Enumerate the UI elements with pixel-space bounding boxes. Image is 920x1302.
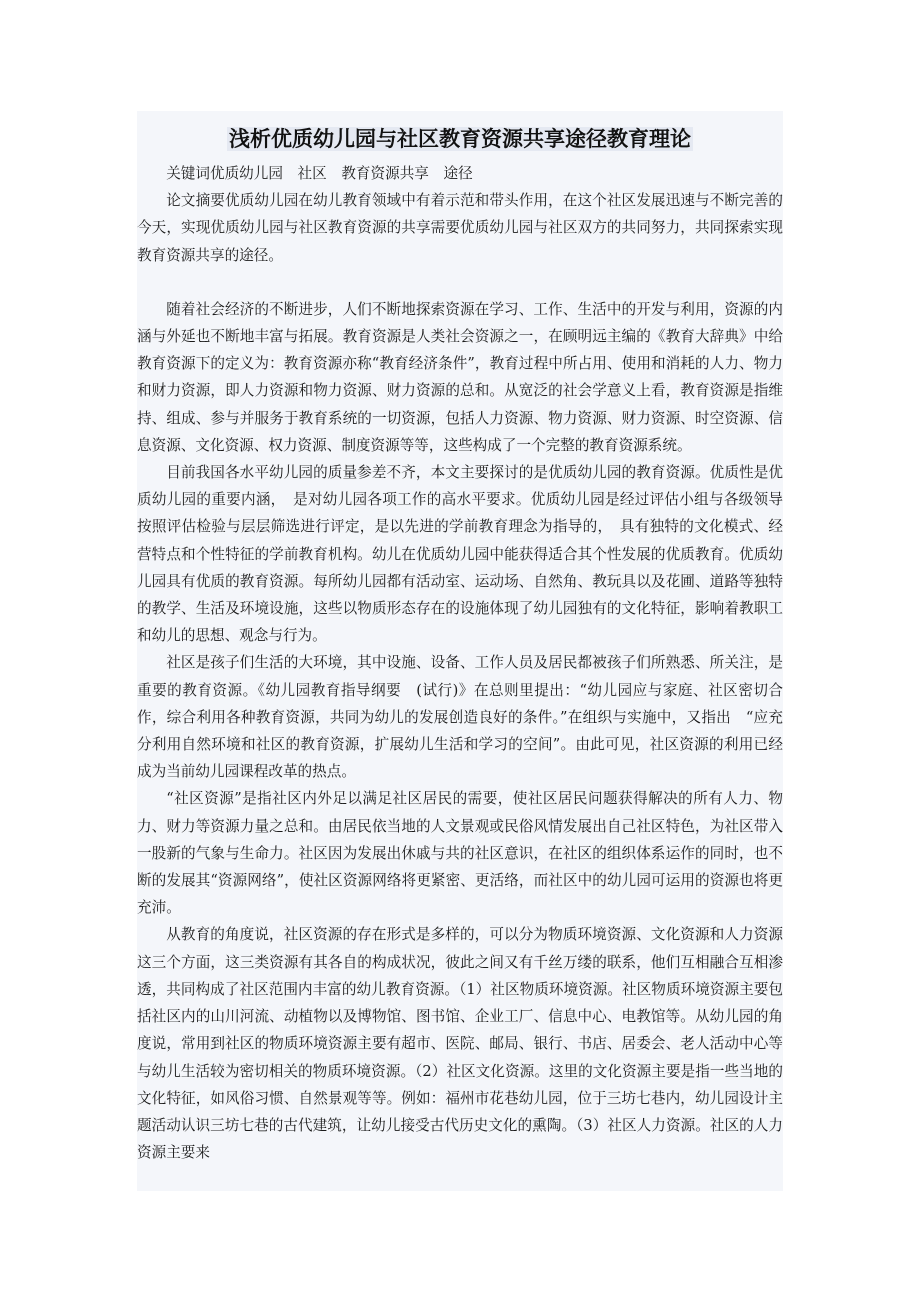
- body-paragraph: 从教育的角度说，社区资源的存在形式是多样的，可以分为物质环境资源、文化资源和人力资源这三个方面，这三类资源有其各自的构成状况，彼此之间又有千丝万缕的联系，他们互相融合互相渗透，共同构成了社区范围内丰富的幼儿教育资源。（1）社区物质环境资源。社区物质环境资源主要包括社区内的山川河流、动植物以及博物馆、图书馆、企业工厂、信息中心、电教馆等。从幼儿园的角度说，常用到社区的物质环境资源主要有超市、医院、邮局、银行、书店、居委会、老人活动中心等与幼儿生活较为密切相关的物质环境资源。（2）社区文化资源。这里的文化资源主要是指一些当地的文化特征，如风俗习惯、自然景观等等。例如：福州市花巷幼儿园，位于三坊七巷内，幼儿园设计主题活动认识三坊七巷的古代建筑，让幼儿接受古代历史文化的熏陶。（3）社区人力资源。社区的人力资源主要来: [137, 926, 783, 1162]
- document-page: [137, 111, 783, 1191]
- body-paragraph: 目前我国各水平幼儿园的质量参差不齐，本文主要探讨的是优质幼儿园的教育资源。优质性是优质幼儿园的重要内涵， 是对幼儿园各项工作的高水平要求。优质幼儿园是经过评估小组与各级领导按照评估检验与层层筛选进行评定，是以先进的学前教育理念为指导的， 具有独特的文化模式、经营特点和个性特征的学前教育机构。幼儿在优质幼儿园中能获得适合其个性发展的优质教育。优质幼儿园具有优质的教育资源。每所幼儿园都有活动室、运动场、自然角、教玩具以及花圃、道路等独特的教学、生活及环境设施，这些以物质形态存在的设施体现了幼儿园独有的文化特征，影响着教职工和幼儿的思想、观念与行为。: [137, 464, 783, 645]
- document-title: [137, 125, 783, 153]
- body-paragraph: 社区是孩子们生活的大环境，其中设施、设备、工作人员及居民都被孩子们所熟悉、所关注，是重要的教育资源。《幼儿园教育指导纲要 (试行)》在总则里提出：“幼儿园应与家庭、社区密切合作，综合利用各种教育资源，共同为幼儿的发展创造良好的条件。”在组织与实施中，又指出 “应充分利用自然环境和社区的教育资源，扩展幼儿生活和学习的空间”。由此可见，社区资源的利用已经成为当前幼儿园课程改革的热点。: [137, 654, 783, 781]
- body-paragraph: 随着社会经济的不断进步，人们不断地探索资源在学习、工作、生活中的开发与利用，资源的内涵与外延也不断地丰富与拓展。教育资源是人类社会资源之一，在顾明远主编的《教育大辞典》中给教育资源下的定义为：教育资源亦称“教育经济条件”，教育过程中所占用、使用和消耗的人力、物力和财力资源，即人力资源和物力资源、财力资源的总和。从宽泛的社会学意义上看，教育资源是指维持、组成、参与并服务于教育系统的一切资源，包括人力资源、物力资源、财力资源、时空资源、信息资源、文化资源、权力资源、制度资源等等，这些构成了一个完整的教育资源系统。: [137, 300, 783, 454]
- title-text: 浅析优质幼儿园与社区教育资源共享途径教育理论: [229, 127, 691, 151]
- abstract-paragraph: 论文摘要优质幼儿园在幼儿教育领域中有着示范和带头作用，在这个社区发展迅速与不断完善的今天，实现优质幼儿园与社区教育资源的共享需要优质幼儿园与社区双方的共同努力，共同探索实现教育资源共享的途径。: [137, 192, 783, 264]
- paragraph-spacer: [137, 269, 783, 296]
- body-paragraph: “社区资源”是指社区内外足以满足社区居民的需要，使社区居民问题获得解决的所有人力、物力、财力等资源力量之总和。由居民依当地的人文景观或民俗风情发展出自己社区特色，为社区带入一股新的气象与生命力。社区因为发展出休戚与共的社区意识，在社区的组织体系运作的同时，也不断的发展其“资源网络”，使社区资源网络将更紧密、更活络，而社区中的幼儿园可运用的资源也将更充沛。: [137, 790, 783, 917]
- keywords-line: 关键词优质幼儿园 社区 教育资源共享 途径: [166, 165, 473, 182]
